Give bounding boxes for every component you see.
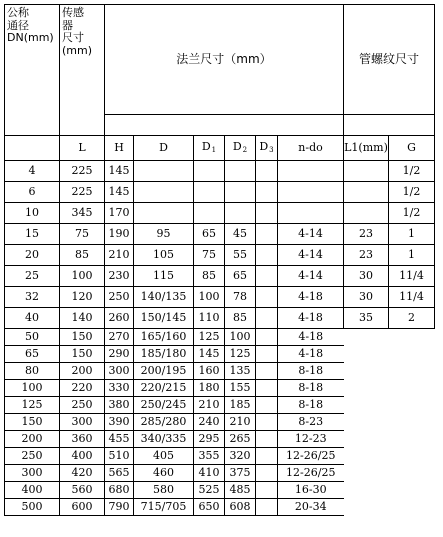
empty-cell [344, 414, 389, 431]
cell-l: 225 [60, 161, 105, 182]
cell-ndo: 12-26/25 [278, 465, 344, 482]
col-header-D3-sub: 3 [269, 146, 274, 155]
cell-ndo [278, 203, 344, 224]
empty-cell [389, 499, 435, 516]
empty-cell [344, 380, 389, 397]
cell-d: 715/705 [134, 499, 194, 516]
cell-d3 [256, 414, 278, 431]
table-row [5, 499, 435, 516]
cell-h: 250 [105, 287, 134, 308]
cell-l: 360 [60, 431, 105, 448]
cell-g: 2 [389, 308, 435, 329]
cell-ndo: 4-14 [278, 266, 344, 287]
cell-d: 140/135 [134, 287, 194, 308]
cell-l: 345 [60, 203, 105, 224]
header-blank [5, 136, 60, 161]
cell-d: 105 [134, 245, 194, 266]
empty-cell [389, 397, 435, 414]
cell-ndo [278, 161, 344, 182]
cell-h: 565 [105, 465, 134, 482]
header-dn-line: 通径 [7, 18, 29, 32]
table-row [5, 346, 435, 363]
flange-dimension-table [4, 4, 435, 516]
cell-l1: 23 [344, 224, 389, 245]
cell-h: 210 [105, 245, 134, 266]
cell-d: 220/215 [134, 380, 194, 397]
cell-l: 420 [60, 465, 105, 482]
cell-d1: 85 [194, 266, 225, 287]
cell-d3 [256, 224, 278, 245]
cell-dn: 50 [5, 329, 60, 346]
cell-dn: 100 [5, 380, 60, 397]
cell-h: 145 [105, 182, 134, 203]
header-sensor-line: 传感 [62, 6, 84, 19]
cell-d3 [256, 182, 278, 203]
cell-d3 [256, 161, 278, 182]
cell-d3 [256, 245, 278, 266]
empty-cell [389, 465, 435, 482]
cell-dn: 40 [5, 308, 60, 329]
cell-dn: 200 [5, 431, 60, 448]
cell-d1: 295 [194, 431, 225, 448]
empty-cell [389, 380, 435, 397]
col-header-L: L [60, 136, 105, 161]
cell-d3 [256, 397, 278, 414]
table-row [5, 431, 435, 448]
cell-d3 [256, 266, 278, 287]
col-header-D1-base: D [201, 140, 211, 154]
cell-d1: 180 [194, 380, 225, 397]
table-row [5, 397, 435, 414]
cell-h: 380 [105, 397, 134, 414]
cell-h: 145 [105, 161, 134, 182]
table-row [5, 266, 435, 287]
cell-l: 85 [60, 245, 105, 266]
cell-d2 [225, 182, 256, 203]
cell-dn: 250 [5, 448, 60, 465]
cell-d1: 100 [194, 287, 225, 308]
cell-ndo: 4-14 [278, 224, 344, 245]
cell-d1 [194, 182, 225, 203]
empty-cell [344, 499, 389, 516]
cell-ndo: 8-23 [278, 414, 344, 431]
cell-d: 200/195 [134, 363, 194, 380]
table-row [5, 161, 435, 182]
cell-d2: 375 [225, 465, 256, 482]
cell-d1: 65 [194, 224, 225, 245]
cell-l: 120 [60, 287, 105, 308]
cell-d2: 100 [225, 329, 256, 346]
empty-cell [389, 363, 435, 380]
col-header-D3-base: D [259, 140, 269, 154]
cell-d1: 355 [194, 448, 225, 465]
cell-l1 [344, 203, 389, 224]
col-header-G: G [389, 136, 435, 161]
cell-ndo: 4-18 [278, 346, 344, 363]
cell-d2: 185 [225, 397, 256, 414]
cell-dn: 300 [5, 465, 60, 482]
cell-dn: 25 [5, 266, 60, 287]
cell-d2: 608 [225, 499, 256, 516]
table-row [5, 287, 435, 308]
cell-dn: 15 [5, 224, 60, 245]
empty-cell [344, 397, 389, 414]
cell-h: 300 [105, 363, 134, 380]
cell-ndo: 12-23 [278, 431, 344, 448]
empty-cell [389, 414, 435, 431]
cell-ndo: 8-18 [278, 380, 344, 397]
table-row [5, 308, 435, 329]
cell-d3 [256, 346, 278, 363]
cell-l1 [344, 182, 389, 203]
cell-ndo: 12-26/25 [278, 448, 344, 465]
cell-d3 [256, 380, 278, 397]
cell-g: 11/4 [389, 287, 435, 308]
cell-d: 580 [134, 482, 194, 499]
table-row [5, 329, 435, 346]
cell-d2: 265 [225, 431, 256, 448]
cell-dn: 6 [5, 182, 60, 203]
cell-d3 [256, 329, 278, 346]
cell-d1: 240 [194, 414, 225, 431]
cell-d2: 85 [225, 308, 256, 329]
header-thread: 管螺纹尺寸 [344, 5, 435, 115]
cell-d: 340/335 [134, 431, 194, 448]
cell-dn: 10 [5, 203, 60, 224]
cell-d2: 210 [225, 414, 256, 431]
header-sensor-line: 器 [62, 18, 73, 32]
cell-h: 270 [105, 329, 134, 346]
table-row [5, 448, 435, 465]
cell-h: 330 [105, 380, 134, 397]
cell-l1: 30 [344, 287, 389, 308]
cell-d2: 45 [225, 224, 256, 245]
header-dn-line: DN(mm) [7, 31, 54, 45]
empty-cell [344, 346, 389, 363]
cell-dn: 150 [5, 414, 60, 431]
cell-l1 [344, 161, 389, 182]
cell-h: 260 [105, 308, 134, 329]
cell-d: 285/280 [134, 414, 194, 431]
empty-cell [389, 346, 435, 363]
cell-l: 150 [60, 329, 105, 346]
cell-dn: 32 [5, 287, 60, 308]
cell-h: 390 [105, 414, 134, 431]
table-row [5, 203, 435, 224]
cell-l1: 35 [344, 308, 389, 329]
table-row [5, 482, 435, 499]
cell-dn: 4 [5, 161, 60, 182]
cell-d2: 155 [225, 380, 256, 397]
cell-d [134, 161, 194, 182]
col-header-D3 [256, 136, 278, 161]
cell-l1: 30 [344, 266, 389, 287]
cell-d3 [256, 465, 278, 482]
header-flange: 法兰尺寸（mm） [105, 5, 344, 115]
table-row [5, 465, 435, 482]
cell-ndo: 4-14 [278, 245, 344, 266]
cell-l: 100 [60, 266, 105, 287]
cell-d1: 410 [194, 465, 225, 482]
cell-d: 165/160 [134, 329, 194, 346]
empty-cell [389, 431, 435, 448]
empty-cell [344, 329, 389, 346]
cell-l: 220 [60, 380, 105, 397]
cell-l: 200 [60, 363, 105, 380]
cell-l: 150 [60, 346, 105, 363]
empty-cell [344, 431, 389, 448]
cell-d2: 485 [225, 482, 256, 499]
cell-h: 790 [105, 499, 134, 516]
empty-cell [389, 448, 435, 465]
cell-d1: 75 [194, 245, 225, 266]
col-header-D: D [134, 136, 194, 161]
cell-d: 405 [134, 448, 194, 465]
table-row [5, 380, 435, 397]
cell-dn: 20 [5, 245, 60, 266]
header-spacer [344, 115, 435, 136]
cell-d [134, 203, 194, 224]
cell-d1: 110 [194, 308, 225, 329]
cell-d1: 525 [194, 482, 225, 499]
cell-d2: 65 [225, 266, 256, 287]
col-header-ndo: n-do [278, 136, 344, 161]
col-header-H: H [105, 136, 134, 161]
cell-h: 455 [105, 431, 134, 448]
cell-d2 [225, 203, 256, 224]
cell-d2: 135 [225, 363, 256, 380]
header-dn-line: 公称 [7, 6, 29, 19]
cell-d1: 650 [194, 499, 225, 516]
table-row [5, 224, 435, 245]
col-header-D1 [194, 136, 225, 161]
cell-d: 95 [134, 224, 194, 245]
cell-ndo: 20-34 [278, 499, 344, 516]
cell-d2: 78 [225, 287, 256, 308]
cell-ndo: 16-30 [278, 482, 344, 499]
cell-g: 1/2 [389, 182, 435, 203]
cell-l1: 23 [344, 245, 389, 266]
header-spacer [105, 115, 344, 136]
header-dn [5, 5, 60, 136]
cell-d3 [256, 482, 278, 499]
col-header-D1-sub: 1 [211, 146, 217, 155]
cell-ndo: 8-18 [278, 363, 344, 380]
cell-g: 1/2 [389, 161, 435, 182]
cell-h: 230 [105, 266, 134, 287]
cell-ndo [278, 182, 344, 203]
cell-d3 [256, 363, 278, 380]
empty-cell [344, 465, 389, 482]
cell-l: 75 [60, 224, 105, 245]
cell-d3 [256, 203, 278, 224]
table-row [5, 182, 435, 203]
cell-h: 170 [105, 203, 134, 224]
cell-d [134, 182, 194, 203]
cell-d3 [256, 308, 278, 329]
cell-l: 225 [60, 182, 105, 203]
cell-d3 [256, 448, 278, 465]
empty-cell [389, 329, 435, 346]
cell-l: 400 [60, 448, 105, 465]
header-sensor-line: 尺寸 [62, 31, 84, 45]
cell-d: 460 [134, 465, 194, 482]
cell-g: 1 [389, 224, 435, 245]
col-header-L1: L1(mm) [344, 136, 389, 161]
cell-h: 510 [105, 448, 134, 465]
header-sensor-line: (mm) [62, 43, 93, 57]
cell-ndo: 4-18 [278, 287, 344, 308]
cell-d1: 125 [194, 329, 225, 346]
cell-h: 190 [105, 224, 134, 245]
cell-d3 [256, 287, 278, 308]
cell-g: 1/2 [389, 203, 435, 224]
cell-d: 115 [134, 266, 194, 287]
cell-dn: 500 [5, 499, 60, 516]
cell-l: 300 [60, 414, 105, 431]
cell-dn: 80 [5, 363, 60, 380]
cell-d1 [194, 161, 225, 182]
header-sensor [60, 5, 105, 136]
cell-l: 600 [60, 499, 105, 516]
cell-ndo: 4-18 [278, 308, 344, 329]
table-row [5, 245, 435, 266]
empty-cell [344, 482, 389, 499]
cell-d3 [256, 499, 278, 516]
empty-cell [344, 448, 389, 465]
cell-d2: 320 [225, 448, 256, 465]
cell-l: 560 [60, 482, 105, 499]
cell-d: 185/180 [134, 346, 194, 363]
cell-l: 140 [60, 308, 105, 329]
cell-dn: 65 [5, 346, 60, 363]
cell-d: 250/245 [134, 397, 194, 414]
empty-cell [344, 363, 389, 380]
cell-ndo: 8-18 [278, 397, 344, 414]
cell-l: 250 [60, 397, 105, 414]
col-header-D2 [225, 136, 256, 161]
cell-dn: 400 [5, 482, 60, 499]
cell-d2 [225, 161, 256, 182]
cell-d1: 145 [194, 346, 225, 363]
col-header-D2-sub: 2 [242, 146, 248, 155]
cell-d2: 125 [225, 346, 256, 363]
cell-d: 150/145 [134, 308, 194, 329]
cell-g: 1 [389, 245, 435, 266]
cell-d1 [194, 203, 225, 224]
table-row [5, 363, 435, 380]
empty-cell [389, 482, 435, 499]
cell-d1: 160 [194, 363, 225, 380]
table-row [5, 414, 435, 431]
cell-h: 680 [105, 482, 134, 499]
cell-d1: 210 [194, 397, 225, 414]
cell-g: 11/4 [389, 266, 435, 287]
cell-d3 [256, 431, 278, 448]
col-header-D2-base: D [232, 140, 242, 154]
cell-dn: 125 [5, 397, 60, 414]
cell-d2: 55 [225, 245, 256, 266]
cell-ndo: 4-18 [278, 329, 344, 346]
cell-h: 290 [105, 346, 134, 363]
